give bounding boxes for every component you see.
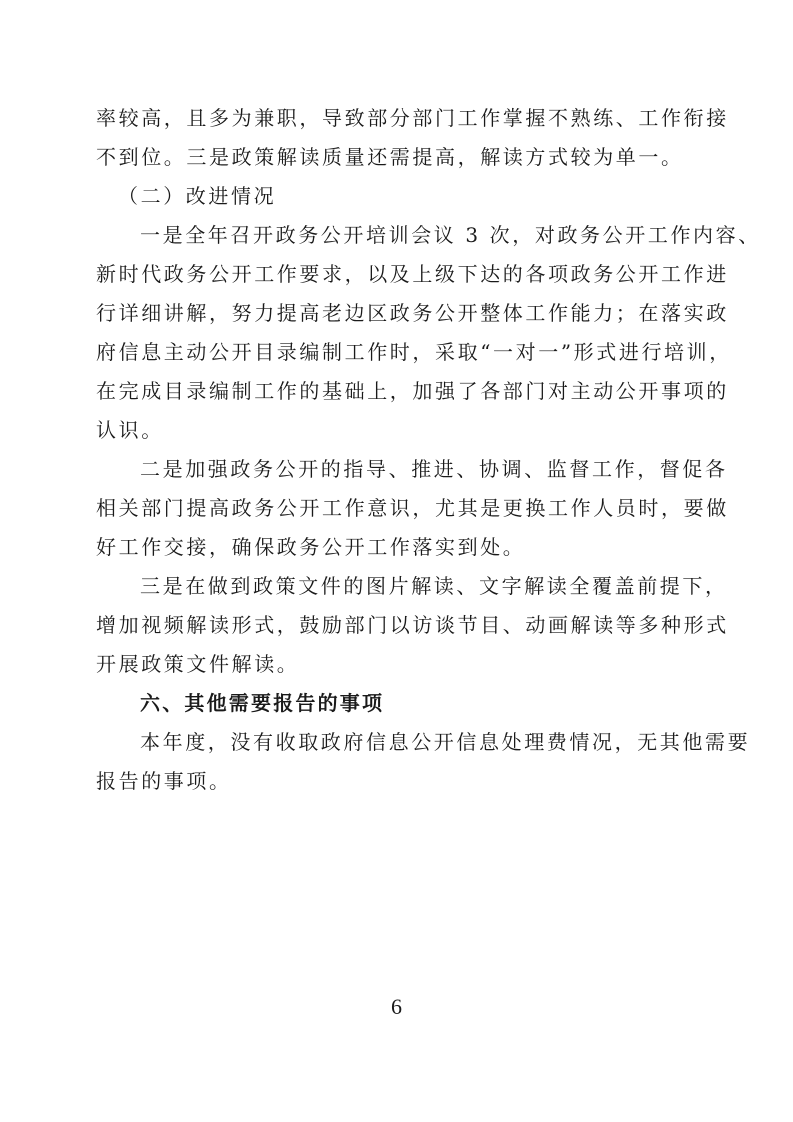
paragraph-line: 报告的事项。 [96, 769, 232, 793]
paragraph-line: 府信息主动公开目录编制工作时，采取“一对一”形式进行培训， [96, 340, 732, 364]
paragraph-line: 开展政策文件解读。 [96, 652, 300, 676]
paragraph-line: 不到位。三是政策解读质量还需提高，解读方式较为单一。 [96, 145, 684, 169]
paragraph-line: 好工作交接，确保政务公开工作落实到处。 [96, 535, 526, 559]
paragraph-line: 三是在做到政策文件的图片解读、文字解读全覆盖前提下， [140, 574, 728, 598]
paragraph-line: 在完成目录编制工作的基础上，加强了各部门对主动公开事项的 [96, 379, 729, 403]
paragraph-line: 率较高，且多为兼职，导致部分部门工作掌握不熟练、工作衔接 [96, 106, 729, 130]
paragraph-line: 认识。 [96, 418, 164, 442]
subsection-heading: （二）改进情况 [118, 184, 277, 208]
paragraph-line: 新时代政务公开工作要求，以及上级下达的各项政务公开工作进 [96, 262, 729, 286]
paragraph-line: 本年度，没有收取政府信息公开信息处理费情况，无其他需要 [140, 730, 751, 754]
paragraph-line: 增加视频解读形式，鼓励部门以访谈节目、动画解读等多种形式 [96, 613, 729, 637]
paragraph-line: 行详细讲解，努力提高老边区政务公开整体工作能力；在落实政 [96, 301, 729, 325]
section-heading: 六、其他需要报告的事项 [140, 691, 385, 715]
paragraph-line: 二是加强政务公开的指导、推进、协调、监督工作，督促各 [140, 457, 728, 481]
paragraph-line: 相关部门提高政务公开工作意识，尤其是更换工作人员时，要做 [96, 496, 729, 520]
page-number: 6 [391, 994, 402, 1019]
paragraph-line: 一是全年召开政务公开培训会议 3 次，对政务公开工作内容、 [140, 223, 761, 247]
